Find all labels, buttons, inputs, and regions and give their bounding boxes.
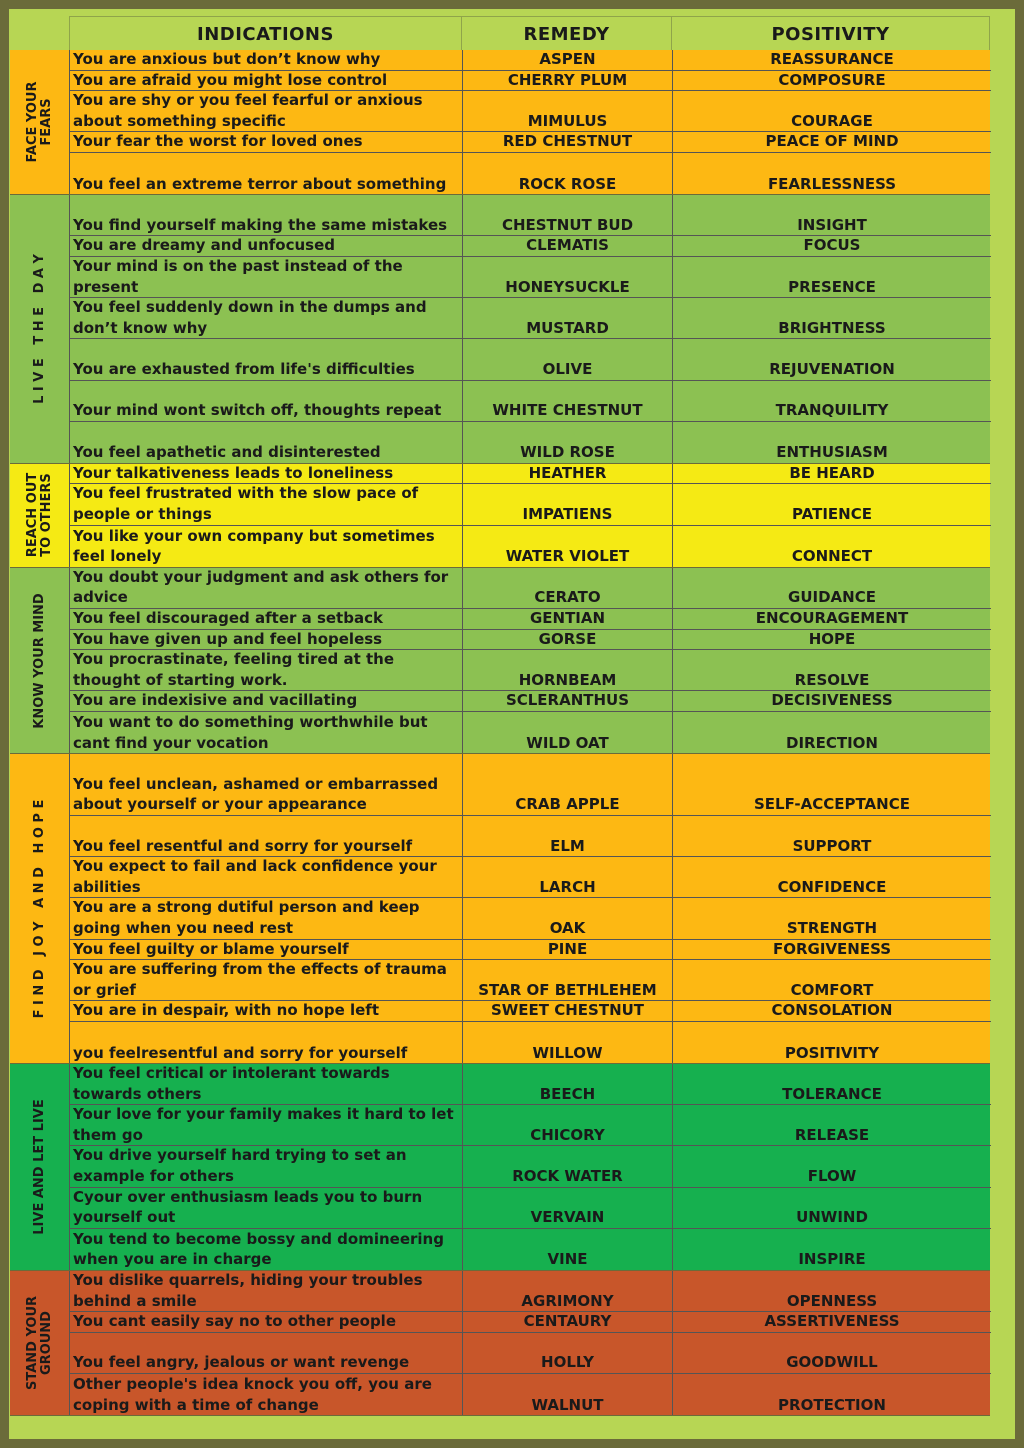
table-row (70, 153, 991, 194)
table-row (70, 898, 991, 939)
section (10, 568, 990, 754)
positivity-cell: ENCOURAGEMENT (755, 609, 909, 628)
indication-cell: Cyour over enthusiasm leads you to burn yourself out (70, 1188, 463, 1228)
remedy-cell: OLIVE (463, 339, 673, 379)
indication-cell: You feel critical or intolerant towards towards others (70, 1064, 463, 1104)
positivity-cell: REJUVENATION (769, 359, 895, 378)
indication-cell: You feel resentful and sorry for yourself (70, 816, 463, 856)
positivity-cell: DECISIVENESS (771, 691, 893, 710)
table-row (70, 960, 991, 1001)
remedy-cell: HEATHER (463, 464, 673, 484)
remedy-cell: WILLOW (463, 1022, 673, 1063)
indication-cell: You feel unclean, ashamed or embarrassed about yourself or your appearance (70, 754, 463, 815)
table-row (70, 754, 991, 816)
indication-cell: Your fear the worst for loved ones (70, 132, 463, 152)
remedy-cell: VERVAIN (463, 1188, 673, 1228)
remedy-cell: AGRIMONY (463, 1271, 673, 1311)
remedy-cell: PINE (463, 940, 673, 960)
indication-cell: Your mind is on the past instead of the present (70, 257, 463, 297)
positivity-cell: PRESENCE (788, 277, 876, 296)
table-row (70, 526, 991, 567)
table-row (70, 650, 991, 691)
section (10, 195, 990, 464)
header-remedy: REMEDY (462, 17, 672, 51)
remedy-cell: GENTIAN (463, 609, 673, 629)
positivity-cell: TOLERANCE (782, 1084, 882, 1103)
table-row (70, 857, 991, 898)
indication-cell: You are suffering from the effects of trauma or grief (70, 960, 463, 1000)
section-label: FACE YOUR FEARS (24, 81, 54, 163)
remedy-cell: CHESTNUT BUD (463, 195, 673, 235)
indication-cell: you feelresentful and sorry for yourself (70, 1022, 463, 1063)
remedy-cell: WATER VIOLET (463, 526, 673, 567)
table-header (69, 16, 990, 51)
remedy-cell: MIMULUS (463, 91, 673, 131)
remedy-cell: OAK (463, 898, 673, 938)
remedy-cell: WALNUT (463, 1374, 673, 1415)
remedy-cell: MUSTARD (463, 298, 673, 338)
positivity-cell: COMFORT (790, 980, 874, 999)
positivity-cell: COMPOSURE (778, 70, 886, 89)
remedy-cell: RED CHESTNUT (463, 132, 673, 152)
indication-cell: You are indexisive and vacillating (70, 691, 463, 711)
table-row (70, 71, 991, 92)
table-row (70, 609, 991, 630)
table-row (70, 257, 991, 298)
table-row (70, 381, 991, 422)
indication-cell: You feel frustrated with the slow pace of people or things (70, 484, 463, 524)
positivity-cell: BE HEARD (789, 463, 875, 482)
table-row (70, 339, 991, 380)
section-label-cell (10, 464, 70, 567)
remedy-cell: GORSE (463, 630, 673, 650)
section-label-cell (10, 754, 70, 1063)
table-row (70, 91, 991, 132)
positivity-cell: CONFIDENCE (777, 877, 887, 896)
remedy-cell: ELM (463, 816, 673, 856)
indication-cell: You feel an extreme terror about something (70, 153, 463, 194)
table-row (70, 630, 991, 651)
section (10, 50, 990, 195)
table-row (70, 50, 991, 71)
remedy-cell: VINE (463, 1229, 673, 1270)
positivity-cell: ENTHUSIASM (776, 443, 888, 462)
indication-cell: You are dreamy and unfocused (70, 236, 463, 256)
header-indications: INDICATIONS (69, 17, 462, 51)
indication-cell: You feel guilty or blame yourself (70, 940, 463, 960)
section-label-cell (10, 1271, 70, 1415)
remedy-cell: IMPATIENS (463, 484, 673, 524)
indication-cell: You dislike quarrels, hiding your troubles behind a smile (70, 1271, 463, 1311)
header-positivity: POSITIVITY (672, 17, 990, 51)
indication-cell: You are exhausted from life's difficulties (70, 339, 463, 379)
section (10, 754, 990, 1064)
remedy-cell: ROCK WATER (463, 1146, 673, 1186)
section-label: STAND YOUR GROUND (24, 1296, 54, 1391)
table-row (70, 236, 991, 257)
positivity-cell: PROTECTION (778, 1395, 886, 1414)
section-label: KNOW YOUR MIND (31, 592, 47, 729)
remedy-cell: SCLERANTHUS (463, 691, 673, 711)
positivity-cell: GOODWILL (786, 1353, 878, 1372)
remedy-cell: WHITE CHESTNUT (463, 381, 673, 421)
table-row (70, 1001, 991, 1022)
remedy-cell: CHICORY (463, 1105, 673, 1145)
indication-cell: You feel angry, jealous or want revenge (70, 1333, 463, 1373)
positivity-cell: COURAGE (791, 111, 873, 130)
positivity-cell: TRANQUILITY (775, 401, 889, 420)
positivity-cell: BRIGHTNESS (778, 318, 886, 337)
positivity-cell: SELF-ACCEPTANCE (754, 795, 910, 814)
remedy-cell: CLEMATIS (463, 236, 673, 256)
remedy-cell: HONEYSUCKLE (463, 257, 673, 297)
indication-cell: You tend to become bossy and domineering when you are in charge (70, 1229, 463, 1270)
remedy-cell: WILD OAT (463, 712, 673, 753)
table-row (70, 484, 991, 525)
positivity-cell: PATIENCE (792, 505, 872, 524)
section-label-cell (10, 568, 70, 753)
section-label: F I N D J O Y A N D H O P E (31, 799, 47, 1019)
indication-cell: You have given up and feel hopeless (70, 630, 463, 650)
table-row (70, 1333, 991, 1374)
table-row (70, 1146, 991, 1187)
remedy-cell: HOLLY (463, 1333, 673, 1373)
remedy-cell: LARCH (463, 857, 673, 897)
section-label: REACH OUT TO OTHERS (24, 473, 54, 558)
indication-cell: Your mind wont switch off, thoughts repeat (70, 381, 463, 421)
indication-cell: You drive yourself hard trying to set an example for others (70, 1146, 463, 1186)
table-row (70, 816, 991, 857)
remedy-cell: WILD ROSE (463, 422, 673, 463)
remedy-cell: CHERRY PLUM (463, 71, 673, 91)
table-row (70, 940, 991, 961)
table-row (70, 1105, 991, 1146)
positivity-cell: FOCUS (803, 236, 861, 255)
indication-cell: You want to do something worthwhile but cant find your vocation (70, 712, 463, 753)
indication-cell: You expect to fail and lack confidence your abilities (70, 857, 463, 897)
table-row (70, 422, 991, 463)
positivity-cell: FLOW (807, 1167, 857, 1186)
section (10, 1271, 990, 1416)
indication-cell: You feel suddenly down in the dumps and don’t know why (70, 298, 463, 338)
section-label: LIVE AND LET LIVE (31, 1099, 47, 1235)
table-row (70, 1229, 991, 1270)
table-row (70, 1064, 991, 1105)
indication-cell: You like your own company but sometimes feel lonely (70, 526, 463, 567)
table-row (70, 1312, 991, 1333)
indication-cell: You are a strong dutiful person and keep going when you need rest (70, 898, 463, 938)
positivity-cell: HOPE (808, 629, 856, 648)
positivity-cell: RELEASE (794, 1125, 870, 1144)
positivity-cell: FEARLESSNESS (767, 174, 897, 193)
indication-cell: Your love for your family makes it hard to let them go (70, 1105, 463, 1145)
positivity-cell: REASSURANCE (770, 50, 894, 68)
positivity-cell: CONNECT (791, 547, 873, 566)
table-row (70, 1022, 991, 1063)
indication-cell: You doubt your judgment and ask others for advice (70, 568, 463, 608)
indication-cell: You are shy or you feel fearful or anxious about something specific (70, 91, 463, 131)
section-label-cell (10, 1064, 70, 1270)
table-row (70, 1188, 991, 1229)
table-row (70, 298, 991, 339)
positivity-cell: PEACE OF MIND (765, 132, 899, 151)
positivity-cell: GUIDANCE (788, 588, 876, 607)
positivity-cell: DIRECTION (786, 733, 878, 752)
positivity-cell: ASSERTIVENESS (764, 1312, 900, 1331)
table-row (70, 568, 991, 609)
table-row (70, 195, 991, 236)
positivity-cell: FORGIVENESS (772, 939, 892, 958)
remedy-cell: ROCK ROSE (463, 153, 673, 194)
positivity-cell: UNWIND (796, 1208, 868, 1227)
positivity-cell: CONSOLATION (771, 1001, 893, 1020)
indication-cell: You procrastinate, feeling tired at the thought of starting work. (70, 650, 463, 690)
positivity-cell: POSITIVITY (784, 1043, 880, 1062)
remedy-cell: ASPEN (463, 50, 673, 70)
remedy-cell: CERATO (463, 568, 673, 608)
positivity-cell: INSPIRE (798, 1250, 866, 1269)
indication-cell: You feel discouraged after a setback (70, 609, 463, 629)
remedy-cell: CENTAURY (463, 1312, 673, 1332)
remedy-cell: HORNBEAM (463, 650, 673, 690)
table-row (70, 691, 991, 712)
remedy-cell: BEECH (463, 1064, 673, 1104)
positivity-cell: SUPPORT (792, 836, 872, 855)
remedy-table (10, 50, 990, 1416)
remedy-cell: CRAB APPLE (463, 754, 673, 815)
indication-cell: You find yourself making the same mistakes (70, 195, 463, 235)
positivity-cell: INSIGHT (797, 215, 867, 234)
positivity-cell: STRENGTH (786, 918, 878, 937)
section (10, 464, 990, 568)
indication-cell: You feel apathetic and disinterested (70, 422, 463, 463)
indication-cell: You are in despair, with no hope left (70, 1001, 463, 1021)
table-row (70, 712, 991, 753)
indication-cell: You cant easily say no to other people (70, 1312, 463, 1332)
section-label-cell (10, 50, 70, 194)
section-label-cell (10, 195, 70, 463)
indication-cell: You are anxious but don’t know why (70, 50, 463, 70)
table-row (70, 132, 991, 153)
table-row (70, 1271, 991, 1312)
indication-cell: Your talkativeness leads to loneliness (70, 464, 463, 484)
table-row (70, 1374, 991, 1415)
remedy-cell: SWEET CHESTNUT (463, 1001, 673, 1021)
positivity-cell: OPENNESS (786, 1291, 878, 1310)
section-label: L I V E T H E D A Y (31, 254, 47, 404)
indication-cell: You are afraid you might lose control (70, 71, 463, 91)
positivity-cell: RESOLVE (794, 670, 870, 689)
remedy-cell: STAR OF BETHLEHEM (463, 960, 673, 1000)
table-row (70, 464, 991, 485)
section (10, 1064, 990, 1271)
indication-cell: Other people's idea knock you off, you are coping with a time of change (70, 1374, 463, 1415)
